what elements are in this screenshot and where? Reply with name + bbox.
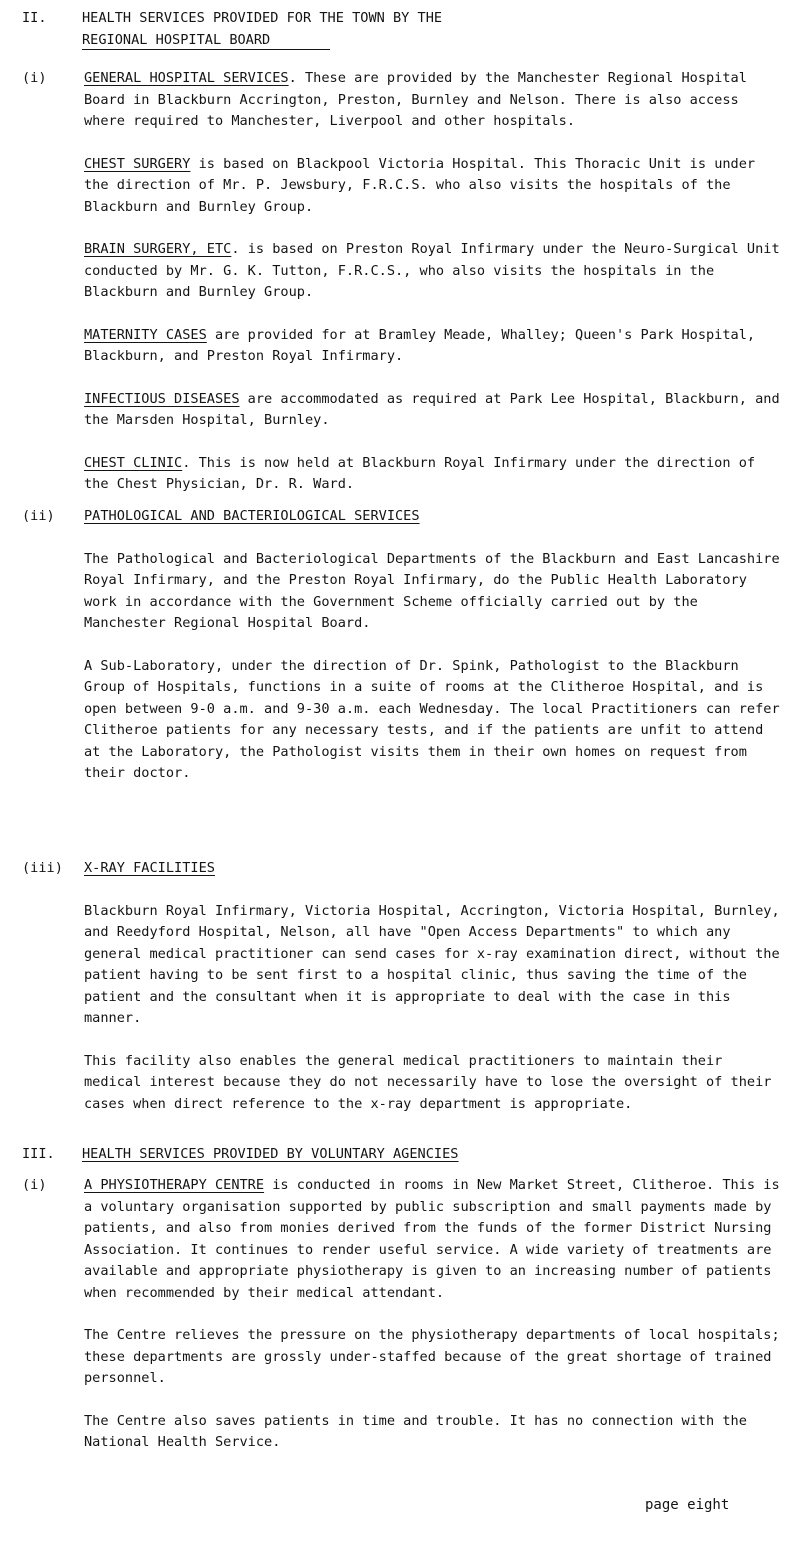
section-2-heading-line2: REGIONAL HOSPITAL BOARD	[82, 31, 330, 50]
physiotherapy-paragraph-3: The Centre also saves patients in time and trouble. It has no connection with the National Health Service.	[84, 1412, 747, 1450]
pathological-title: PATHOLOGICAL AND BACTERIOLOGICAL SERVICES	[84, 508, 420, 524]
physiotherapy-paragraph-2: The Centre relieves the pressure on the physiotherapy departments of local hospitals; these departments are grossly under-staffed because of the great shortage of trained personnel.	[84, 1327, 780, 1386]
chest-surgery-paragraph: CHEST SURGERY is based on Blackpool Victoria Hospital. This Thoracic Unit is under the direction of Mr. P. Jewsbury, F.R.C.S. who also visits the hospitals of the Blackburn and Burnley Group.	[84, 155, 756, 215]
chest-surgery-title: CHEST SURGERY	[84, 155, 191, 172]
section-3-number: III.	[22, 1146, 55, 1162]
general-hospital-title: GENERAL HOSPITAL SERVICES	[84, 70, 289, 86]
subsection-label: (i)	[22, 70, 47, 86]
xray-paragraph-1: Blackburn Royal Infirmary, Victoria Hospital, Accrington, Victoria Hospital, Burnley, and Reedyford Hospital, Nelson, all have "Open Access Departments" to which any general medical practitioner can send cases for x-ray examination direct, without the patient having to be sent first to a hospital clinic, thus saving the time of the patient and the consultant when it is appropriate to deal with the case in this manner.	[84, 902, 780, 1026]
xray-title: X-RAY FACILITIES	[84, 860, 215, 876]
brain-surgery-title: BRAIN SURGERY, ETC	[84, 241, 232, 257]
infectious-title: INFECTIOUS DISEASES	[84, 390, 240, 407]
maternity-title: MATERNITY CASES	[84, 326, 207, 343]
chest-clinic-title: CHEST CLINIC	[84, 454, 183, 471]
pathological-paragraph-2: A Sub-Laboratory, under the direction of Dr. Spink, Pathologist to the Blackburn Group of Hospitals, functions in a suite of rooms at the Clitheroe Hospital, and is open between 9-0 a.m. and 9-30 a.m. each Wednesday. The local Practitioners can refer Clitheroe patients for any necessary tests, and if the patients are unfit to attend at the Laboratory, the Pathologist visits them in their own homes on request from their doctor.	[84, 657, 780, 781]
subsection-label: (iii)	[22, 860, 63, 876]
physiotherapy-paragraph-1: A PHYSIOTHERAPY CENTRE is conducted in rooms in New Market Street, Clitheroe. This is a voluntary organisation supported by public subscription and small payments made by patients, and also from monies derived from the funds of the former District Nursing Association. It continues to render useful service. A wide variety of treatments are available and appropriate physiotherapy is given to an increasing number of patients when recommended by their medical attendant.	[84, 1177, 780, 1301]
subsection-label: (ii)	[22, 508, 55, 524]
maternity-paragraph: MATERNITY CASES are provided for at Bramley Meade, Whalley; Queen's Park Hospital, Blackburn, and Preston Royal Infirmary.	[84, 326, 756, 364]
section-2-number: II.	[22, 10, 47, 26]
infectious-paragraph: INFECTIOUS DISEASES are accommodated as required at Park Lee Hospital, Blackburn, and the Marsden Hospital, Burnley.	[84, 390, 780, 428]
xray-paragraph-2: This facility also enables the general medical practitioners to maintain their medical interest because they do not necessarily have to lose the oversight of their cases when direct reference to the x-ray department is appropriate.	[84, 1052, 772, 1112]
section-2-heading-line1: HEALTH SERVICES PROVIDED FOR THE TOWN BY THE	[82, 10, 443, 26]
chest-clinic-paragraph: CHEST CLINIC. This is now held at Blackburn Royal Infirmary under the direction of the Chest Physician, Dr. R. Ward.	[84, 454, 756, 492]
section-3-heading: HEALTH SERVICES PROVIDED BY VOLUNTARY AGENCIES	[82, 1146, 459, 1162]
subsection-label: (i)	[22, 1177, 47, 1193]
page-footer: page eight	[645, 1497, 730, 1513]
brain-surgery-paragraph: BRAIN SURGERY, ETC. is based on Preston Royal Infirmary under the Neuro-Surgical Unit conducted by Mr. G. K. Tutton, F.R.C.S., who also visits the hospitals in the Blackburn and Burnley Group.	[84, 241, 780, 300]
physiotherapy-title: A PHYSIOTHERAPY CENTRE	[84, 1177, 265, 1193]
general-hospital-paragraph: GENERAL HOSPITAL SERVICES. These are provided by the Manchester Regional Hospital Board in Blackburn Accrington, Preston, Burnley and Nelson. There is also access where required to Manchester, Liverpool and other hospitals.	[84, 70, 747, 129]
pathological-paragraph-1: The Pathological and Bacteriological Departments of the Blackburn and East Lancashire Royal Infirmary, and the Preston Royal Infirmary, do the Public Health Laboratory work in accordance with the Government Scheme officially carried out by the Manchester Regional Hospital Board.	[84, 550, 780, 631]
